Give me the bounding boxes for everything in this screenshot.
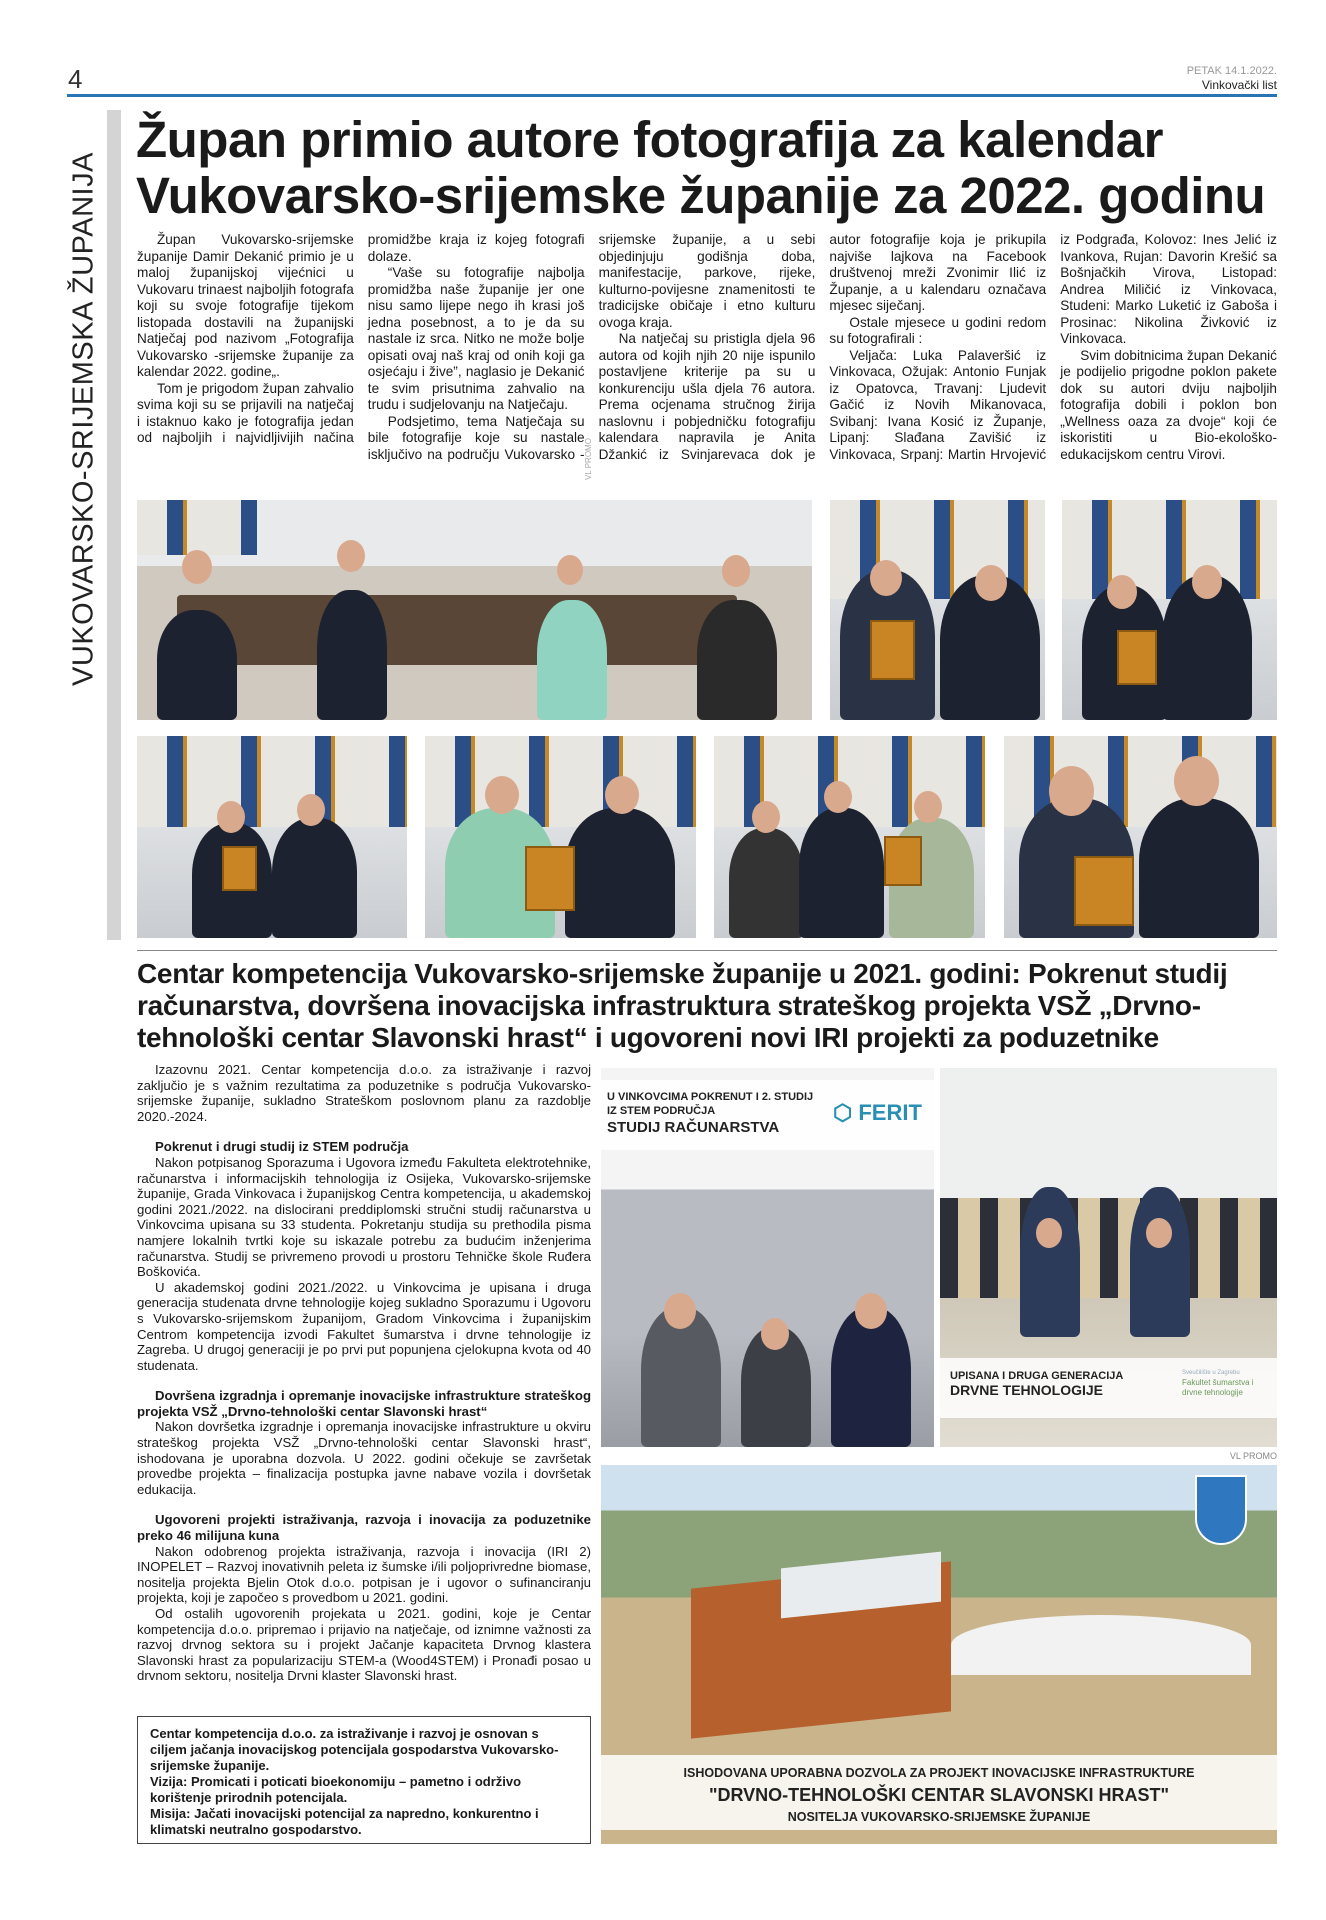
info-box <box>137 1716 591 1844</box>
paragraph: Nakon odobrenog projekta istraživanja, razvoja i inovacija (IRI 2) INOPELET – Razvoj inovativnih peleta iz šumske i/ili poljoprivredne biomase, nositelja projekta Bjelin Otok d.o.o. potpisan je i ugovor o sufinanciranju projekta, koji je započeo s provedbom u 2021. godini. <box>137 1543 591 1606</box>
caption-line: IZ STEM PODRUČJA <box>607 1105 716 1117</box>
paragraph: Na natječaj su pristigla djela 96 autora od kojih njih 20 nije ispunilo postavljene kriterije pa su u konkurenciju ušla djela 76 autora. Prema ocjenama stručnog žirija naslovnu i pobjedničku fotografiju kalendara napravila je Anita Džankić iz Svinjarevaca dok je autor fotografije koja je prikupila najviše lajkova na Facebook društvenoj mreži Zvonimir Ilić iz Županje, a u kalendaru označava mjesec siječanj. <box>598 232 1047 462</box>
photo-credit: VL PROMO <box>1229 1451 1277 1461</box>
intro: Izazovnu 2021. Centar kompetencija d.o.o. za istraživanje i razvoj zaključio je s važnim rezultatima za poduzetnike s područja Vukovarsko-srijemske županije, sukladno Strateškom poslovnom planu za razdoblje 2020.-2024. <box>137 1062 591 1124</box>
paragraph: Od ostalih ugovorenih projekata u 2021. godini, koje je Centar kompetencija d.o.o. pripremao i prijavio na natječaje, od iznimne važnosti za razvoj drvnog sektora su i projekt Jačanje kapaciteta Drvnog klastera Slavonski hrast za popularizaciju STEM-a (Wood4STEM) i Pronađi posao u drvnom sektoru, nositelja Drvni klaster Slavonski hrast. <box>137 1606 591 1684</box>
article2-title: Centar kompetencija Vukovarsko-srijemske županije u 2021. godini: Pokrenut studij računarstva, dovršena inovacijska infrastruktura strateškog projekta VSŽ „Drvno-tehnološki centar Slavonski hrast“ i ugovoreni novi IRI projekti za poduzetnike <box>137 958 1228 1053</box>
paragraph: Veljača: Luka Palaveršić iz Vinkovaca, Ožujak: Antonio Funjak iz Opatovca, Travanj: Ljudevit Gačić iz Novih Mikanovaca, Svibanj: Ivana Kosić iz Županje, Lipanj: Slađana Zavišić iz Vinkovaca, Srpanj: Martin Hrvojević iz Podgrađa, Kolovoz: Ines Jelić iz Ivankova, Rujan: Davorin Krešić sa Bošnjačkih Virova, Listopad: Andrea Miličić iz Vinkovaca, Studeni: Marko Luketić iz Gaboša i Prosinac: Nikolina Živković iz Vinkovaca. <box>829 232 1277 462</box>
page-number: 4 <box>68 64 83 94</box>
photo-wood-tech-center-aerial <box>601 1465 1277 1844</box>
caption-line: U VINKOVCIMA POKRENUT I 2. STUDIJ <box>607 1091 814 1103</box>
hexagon-icon: ⬡ <box>833 1100 853 1125</box>
divider <box>137 950 1277 951</box>
article1-body <box>137 232 1277 490</box>
issue-date: PETAK 14.1.2022. <box>1186 65 1277 77</box>
section-label <box>66 116 102 722</box>
caption-bottom <box>601 1755 1277 1830</box>
section-label-text: VUKOVARSKO-SRIJEMSKA ŽUPANIJA <box>67 152 100 686</box>
paragraph: Nakon potpisanog Sporazuma i Ugovora između Fakulteta elektrotehnike, računarstva i informacijskih tehnologija iz Osijeka, Vukovarsko-srijemske županije, Grada Vinkovaca i županijskog Centra kompetencija, u akademskoj godini 2021./2022. na dislocirani preddiplomski stručni studij računarstva u Vinkovcima upisana su 33 studenta. Pokretanju studija su prethodila pisma namjere lokalnih tvrtki koje su iskazale potrebu za budućim inženjerima računarstva. Studij se privremeno provodi u prostoru Tehničke škole Ruđera Boškovića. <box>137 1154 591 1280</box>
photo-computing-students <box>601 1068 934 1447</box>
photo-award-4 <box>425 736 696 938</box>
caption-line: STUDIJ RAČUNARSTVA <box>607 1119 780 1136</box>
article2-body <box>137 1062 591 1684</box>
photo-award-6 <box>1004 736 1277 938</box>
caption-line: ISHODOVANA UPORABNA DOZVOLA ZA PROJEKT INOVACIJSKE INFRASTRUKTURE <box>683 1766 1195 1780</box>
paper-name: Vinkovački list <box>1201 78 1277 92</box>
caption-line: DRVNE TEHNOLOGIJE <box>950 1382 1103 1398</box>
ferit-logo <box>833 1100 922 1126</box>
paragraph: U akademskoj godini 2021./2022. u Vinkovcima je upisana i druga generacija studenata drvne tehnologije kojeg sukladno Sporazumu i Ugovoru s Vukovarsko-srijemskom županijom, Gradom Vinkovcima i županijskim Centrom kompetencija izvodi Fakultet šumarstva i drvne tehnologije iz Zagreba. U drugoj generaciji je po prvi put popunjena cjelokupna kvota od 40 studenata. <box>137 1279 591 1373</box>
subheading: Pokrenut i drugi studij iz STEM područja <box>155 1139 409 1155</box>
paragraph: Ostale mjesece u godini redom su fotografirali : <box>829 314 1047 346</box>
header-rule <box>67 94 1277 97</box>
info-box-about: Centar kompetencija d.o.o. za istraživanje i razvoj je osnovan s ciljem jačanja inovacijskog potencijala gospodarstva Vukovarsko-srijemske županije. <box>150 1726 559 1773</box>
section-bar <box>107 110 121 940</box>
article1-title: Župan primio autore fotografija za kalendar Vukovarsko-srijemske županije za 2022. godinu <box>136 111 1266 224</box>
photo-award-1 <box>830 500 1045 720</box>
paragraph: Podsjetimo, tema Natječaja su bile fotografije koje su nastale isključivo na području Vukovarsko -srijemske županije, a u sebi objedinjuju godišnja doba, manifestacije, parkove, rijeke, kulturno-povijesne znamenitosti te tradicijske običaje i etno kulturu ovoga kraja. <box>367 232 816 462</box>
subheading: Dovršena izgradnja i opremanje inovacijske infrastrukture strateškog projekta VSŽ „Drvno-tehnološki centar Slavonski hrast“ <box>137 1388 591 1419</box>
photo-award-5 <box>714 736 985 938</box>
info-box-vision: Vizija: Promicati i poticati bioekonomiju – pametno i održivo korištenje prirodnih potencijala. <box>150 1774 522 1805</box>
paragraph: Svim dobitnicima župan Dekanić je podijelio prigodne poklon pakete dok su autori dviju najboljih fotografija dobili i poklon bon „Wellness oaza za dvoje“ koji će iskoristiti u Bio-ekološko-edukacijskom centru Virovi. <box>1060 347 1277 462</box>
ferit-logo-text: FERIT <box>858 1100 922 1125</box>
caption-bottom <box>940 1358 1277 1418</box>
photo-wood-tech-classroom <box>940 1068 1277 1447</box>
caption-line: "DRVNO-TEHNOLOŠKI CENTAR SLAVONSKI HRAST" <box>708 1785 1170 1805</box>
caption-line: NOSITELJA VUKOVARSKO-SRIJEMSKE ŽUPANIJE <box>787 1810 1091 1824</box>
masthead <box>1187 64 1277 92</box>
county-coat-of-arms-icon <box>1195 1475 1247 1545</box>
photo-award-2 <box>1062 500 1277 720</box>
photo-meeting-room <box>137 500 812 720</box>
photo-credit: VL PROMO <box>584 438 593 480</box>
faculty-logo-text: Fakultet šumarstva i drvne tehnologije <box>1182 1378 1254 1397</box>
paragraph: Tom je prigodom župan zahvalio svima koji su se prijavili na natječaj i istaknuo kako je fotografija jedan od najboljih i najvidljivijih načina promidžbe kraja iz kojeg fotografi dolaze. <box>137 232 585 445</box>
caption-line: UPISANA I DRUGA GENERACIJA <box>950 1370 1124 1382</box>
photo-award-3 <box>137 736 407 938</box>
paragraph: “Vaše su fotografije najbolja promidžba naše županije jer one nisu samo lijepe nego ih krasi još jedna posebnost, a to je da su nastale iz srca. Nitko ne može bolje opisati ovaj naš kraj od onih koji ga osjećaju i žive”, naglasio je Dekanić te svim prisutnima zahvalio na trudu i sudjelovanju na Natječaju. <box>367 265 585 412</box>
caption-top <box>607 1090 813 1138</box>
info-box-mission: Misija: Jačati inovacijski potencijal za napredno, konkurentno i klimatski neutralno gospodarstvo. <box>150 1806 539 1837</box>
faculty-logo-top: Sveučilište u Zagrebu <box>1182 1370 1240 1376</box>
subheading: Ugovoreni projekti istraživanja, razvoja i inovacija za poduzetnike preko 46 milijuna kuna <box>137 1512 591 1544</box>
faculty-logo <box>1182 1368 1267 1398</box>
paragraph: Župan Vukovarsko-srijemske županije Damir Dekanić primio je u maloj županijskoj vijećnici u Vukovaru trinaest najboljih fotografa koji su svoje fotografije tijekom listopada dostavili na županijski Natječaj pod nazivom „Fotografija Vukovarsko -srijemske županije za kalendar 2022. godine„. <box>137 232 354 379</box>
paragraph: Nakon dovršetka izgradnje i opremanja inovacijske infrastrukture u okviru strateškog projekta VSŽ „Drvno-tehnološki centar Slavonski hrast“, ishodovana je uporabna dozvola. U 2022. godini očekuje se završetak provedbe projekta – finalizacija postupka javne nabave vozila i dovršetak edukacija. <box>137 1419 591 1497</box>
